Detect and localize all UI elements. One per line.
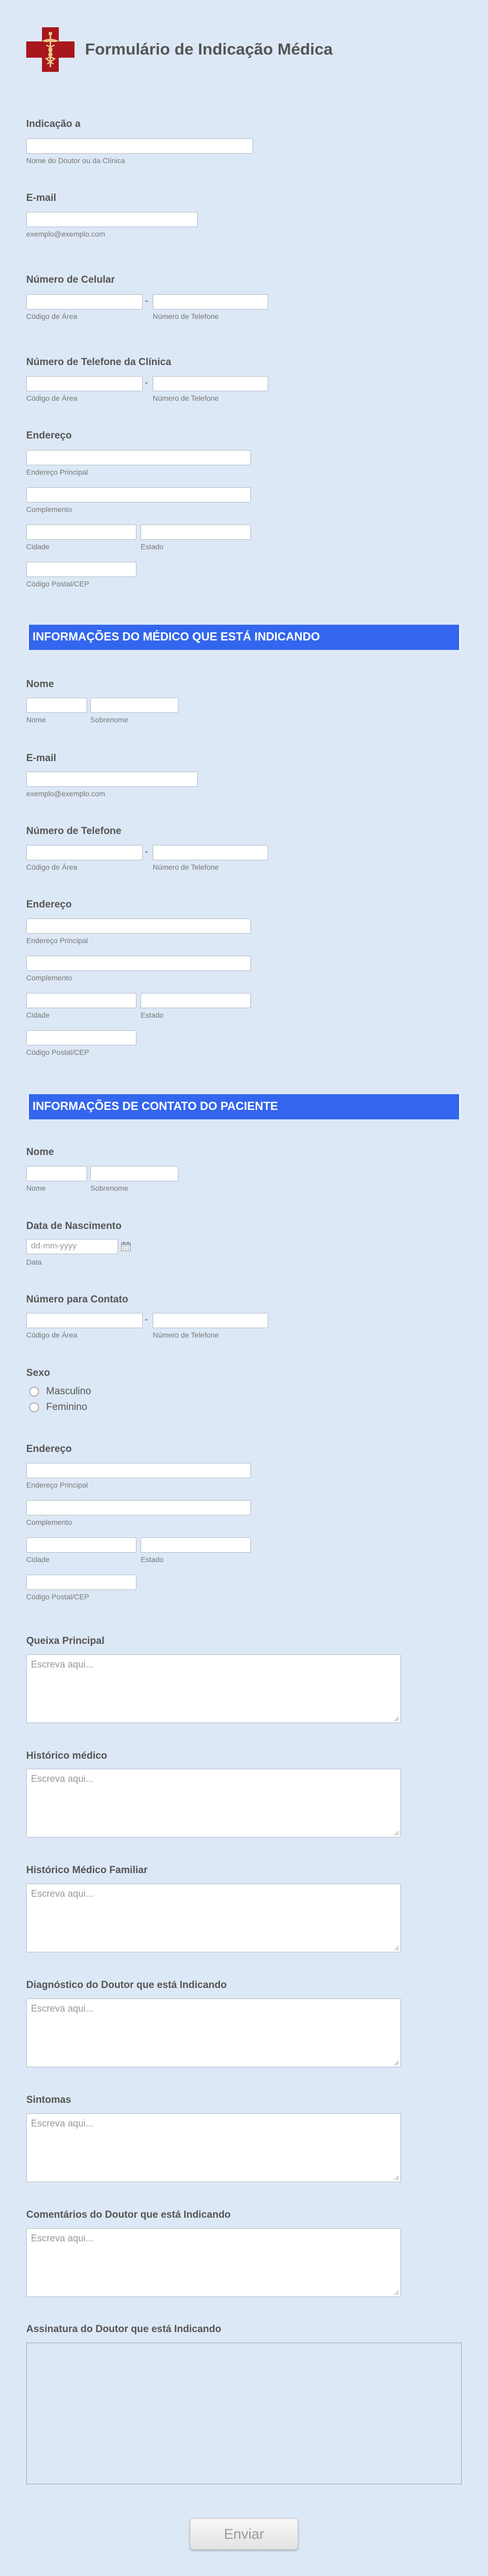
sex-option-masculino-label: Masculino <box>46 1386 91 1397</box>
city-sublabel: Cidade <box>26 542 50 551</box>
patient-city-input[interactable] <box>26 1537 136 1553</box>
resize-grip-icon[interactable] <box>394 2175 399 2180</box>
doctor-last-name-input[interactable] <box>90 698 178 713</box>
patient-last-name-input[interactable] <box>90 1166 178 1181</box>
textarea-placeholder: Escreva aqui... <box>31 1888 94 1899</box>
city-sublabel: Cidade <box>26 1555 50 1564</box>
signature-pad[interactable] <box>26 2343 462 2484</box>
referral-address-label: Endereço <box>26 430 72 441</box>
phone-number-sublabel: Número de Telefone <box>153 1331 219 1339</box>
referral-email-label: E-mail <box>26 193 57 204</box>
page-title: Formulário de Indicação Médica <box>85 40 333 58</box>
resize-grip-icon[interactable] <box>394 1831 399 1836</box>
diagnosis-textarea[interactable] <box>26 1998 401 2067</box>
chief-complaint-textarea[interactable] <box>26 1654 401 1723</box>
doctor-first-name-input[interactable] <box>26 698 87 713</box>
phone-number-sublabel: Número de Telefone <box>153 863 219 871</box>
patient-state-input[interactable] <box>141 1537 251 1553</box>
medical-history-textarea[interactable] <box>26 1769 401 1837</box>
phone-number-sublabel: Número de Telefone <box>153 312 219 320</box>
patient-number-input[interactable] <box>153 1313 268 1328</box>
area-code-sublabel: Código de Área <box>26 312 78 320</box>
diagnosis-label: Diagnóstico do Doutor que está Indicando <box>26 1980 227 1991</box>
phone-separator: - <box>145 295 148 306</box>
city-sublabel: Cidade <box>26 1011 50 1019</box>
referral-city-input[interactable] <box>26 525 136 540</box>
patient-first-name-input[interactable] <box>26 1166 87 1181</box>
first-name-sublabel: Nome <box>26 1184 46 1192</box>
sex-radio-feminino[interactable] <box>29 1403 39 1412</box>
first-name-sublabel: Nome <box>26 715 46 724</box>
doctor-comments-label: Comentários do Doutor que está Indicando <box>26 2209 231 2220</box>
phone-separator: - <box>145 377 148 388</box>
submit-button[interactable]: Enviar <box>190 2518 298 2550</box>
patient-dob-label: Data de Nascimento <box>26 1221 122 1232</box>
cell-number-input[interactable] <box>153 294 268 309</box>
referral-zip-input[interactable] <box>26 562 136 577</box>
clinic-number-input[interactable] <box>153 376 268 391</box>
patient-address-label: Endereço <box>26 1444 72 1455</box>
street-sublabel: Endereço Principal <box>26 1481 88 1489</box>
zip-sublabel: Código Postal/CEP <box>26 580 89 588</box>
patient-dob-input[interactable]: dd-mm-yyyy <box>26 1239 118 1254</box>
doctor-street-input[interactable] <box>26 918 251 934</box>
cell-phone-label: Número de Celular <box>26 274 115 285</box>
patient-area-code-input[interactable] <box>26 1313 143 1328</box>
doctor-state-input[interactable] <box>141 993 251 1008</box>
medical-history-label: Histórico médico <box>26 1750 108 1761</box>
textarea-placeholder: Escreva aqui... <box>31 2003 94 2014</box>
textarea-placeholder: Escreva aqui... <box>31 2118 94 2129</box>
sex-radio-masculino[interactable] <box>29 1387 39 1396</box>
patient-contact-label: Número para Contato <box>26 1294 129 1305</box>
doctor-email-input[interactable] <box>26 772 198 787</box>
state-sublabel: Estado <box>141 1555 164 1564</box>
patient-name-label: Nome <box>26 1147 54 1158</box>
last-name-sublabel: Sobrenome <box>90 715 129 724</box>
referral-to-label: Indicação a <box>26 119 81 130</box>
state-sublabel: Estado <box>141 1011 164 1019</box>
referral-to-input[interactable] <box>26 138 253 154</box>
doctor-email-sublabel: exemplo@exemplo.com <box>26 789 105 798</box>
referral-email-sublabel: exemplo@exemplo.com <box>26 230 105 238</box>
doctor-complement-input[interactable] <box>26 956 251 971</box>
phone-separator: - <box>145 846 148 857</box>
patient-complement-input[interactable] <box>26 1500 251 1515</box>
resize-grip-icon[interactable] <box>394 1716 399 1722</box>
textarea-placeholder: Escreva aqui... <box>31 1659 94 1670</box>
doctor-email-label: E-mail <box>26 753 57 764</box>
cell-area-code-input[interactable] <box>26 294 143 309</box>
patient-sex-label: Sexo <box>26 1367 50 1378</box>
referral-to-sublabel: Nome do Doutor ou da Clínica <box>26 156 125 165</box>
doctor-area-code-input[interactable] <box>26 845 143 860</box>
doctor-comments-textarea[interactable] <box>26 2228 401 2297</box>
complement-sublabel: Complemento <box>26 1518 72 1526</box>
complement-sublabel: Complemento <box>26 505 72 514</box>
sex-option-feminino-label: Feminino <box>46 1402 88 1413</box>
doctor-phone-label: Número de Telefone <box>26 826 122 837</box>
resize-grip-icon[interactable] <box>394 2060 399 2066</box>
family-history-textarea[interactable] <box>26 1884 401 1952</box>
medical-caduceus-cross-icon <box>26 27 75 72</box>
family-history-label: Histórico Médico Familiar <box>26 1865 148 1876</box>
doctor-number-input[interactable] <box>153 845 268 860</box>
signature-label: Assinatura do Doutor que está Indicando <box>26 2324 221 2335</box>
doctor-city-input[interactable] <box>26 993 136 1008</box>
dob-sublabel: Data <box>26 1258 42 1266</box>
area-code-sublabel: Código de Área <box>26 1331 78 1339</box>
doctor-address-label: Endereço <box>26 899 72 910</box>
doctor-zip-input[interactable] <box>26 1030 136 1045</box>
textarea-placeholder: Escreva aqui... <box>31 2233 94 2243</box>
referral-street-input[interactable] <box>26 450 251 465</box>
area-code-sublabel: Código de Área <box>26 863 78 871</box>
doctor-name-label: Nome <box>26 679 54 690</box>
clinic-phone-label: Número de Telefone da Clínica <box>26 357 172 368</box>
patient-zip-input[interactable] <box>26 1575 136 1590</box>
chief-complaint-label: Queixa Principal <box>26 1636 104 1647</box>
clinic-area-code-input[interactable] <box>26 376 143 391</box>
complement-sublabel: Complemento <box>26 974 72 982</box>
doctor-section-header: INFORMAÇÕES DO MÉDICO QUE ESTÁ INDICANDO <box>28 625 460 650</box>
textarea-placeholder: Escreva aqui... <box>31 1773 94 1784</box>
phone-separator: - <box>145 1314 148 1324</box>
resize-grip-icon[interactable] <box>394 2290 399 2295</box>
area-code-sublabel: Código de Área <box>26 394 78 402</box>
referral-email-input[interactable] <box>26 212 198 227</box>
state-sublabel: Estado <box>141 542 164 551</box>
calendar-icon[interactable] <box>121 1241 131 1252</box>
patient-street-input[interactable] <box>26 1463 251 1478</box>
referral-state-input[interactable] <box>141 525 251 540</box>
symptoms-label: Sintomas <box>26 2094 71 2105</box>
phone-number-sublabel: Número de Telefone <box>153 394 219 402</box>
symptoms-textarea[interactable] <box>26 2113 401 2182</box>
zip-sublabel: Código Postal/CEP <box>26 1048 89 1056</box>
street-sublabel: Endereço Principal <box>26 936 88 945</box>
zip-sublabel: Código Postal/CEP <box>26 1592 89 1601</box>
referral-complement-input[interactable] <box>26 487 251 503</box>
resize-grip-icon[interactable] <box>394 1946 399 1951</box>
last-name-sublabel: Sobrenome <box>90 1184 129 1192</box>
street-sublabel: Endereço Principal <box>26 468 88 476</box>
patient-section-header: INFORMAÇÕES DE CONTATO DO PACIENTE <box>28 1094 460 1119</box>
